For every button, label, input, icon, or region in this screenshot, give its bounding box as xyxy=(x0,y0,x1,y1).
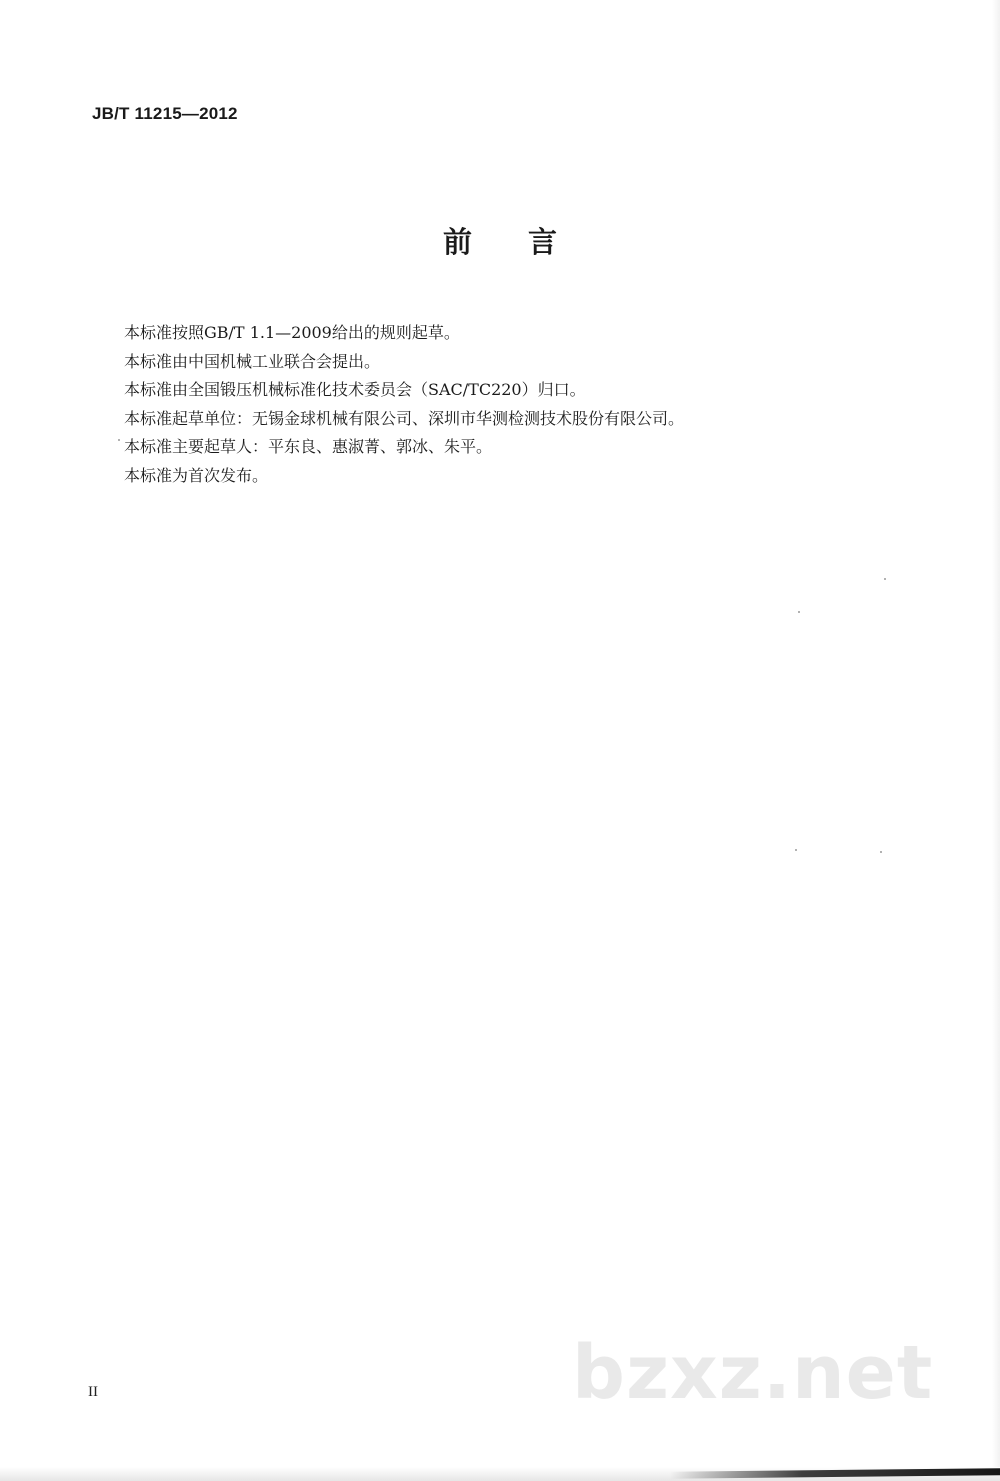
page-number: II xyxy=(88,1384,98,1400)
foreword-body xyxy=(124,319,844,490)
paragraph-drafting-units: 本标准起草单位：无锡金球机械有限公司、深圳市华测检测技术股份有限公司。 xyxy=(124,408,685,428)
paragraph-proposer: 本标准由中国机械工业联合会提出。 xyxy=(124,351,381,371)
paragraph-first-release: 本标准为首次发布。 xyxy=(124,465,269,485)
paragraph-drafting-rules: 本标准按照GB/T 1.1—2009给出的规则起草。 xyxy=(124,323,460,342)
scan-speck xyxy=(118,439,120,441)
watermark: bzxz.net xyxy=(572,1330,934,1416)
scan-speck xyxy=(795,849,797,851)
page-title: 前言 xyxy=(442,225,613,259)
scan-speck xyxy=(884,578,886,580)
scan-right-edge xyxy=(992,0,1000,1481)
standard-code: JB/T 11215—2012 xyxy=(92,104,238,123)
scan-speck xyxy=(798,611,800,613)
scan-speck xyxy=(880,851,882,853)
paragraph-technical-committee: 本标准由全国锻压机械标准化技术委员会（SAC/TC220）归口。 xyxy=(124,380,586,399)
paragraph-drafters: 本标准主要起草人：平东良、惠淑菁、郭冰、朱平。 xyxy=(124,437,493,456)
